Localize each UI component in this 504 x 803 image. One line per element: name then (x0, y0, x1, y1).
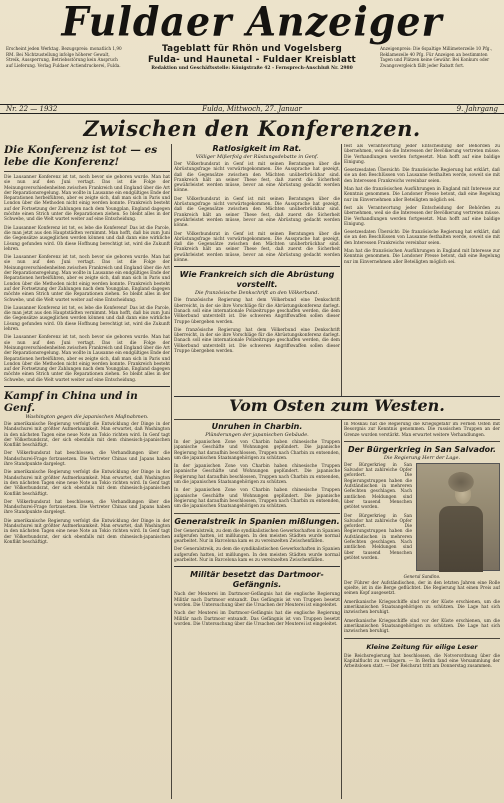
article-text: Der Bürgerkrieg in San Salvador hat zahlreiche Opfer gefordert. Die Regierungstruppen haben die Aufständischen in mehreren Gefechten geschlagen. Nach amtlichen Meldungen sind über tausend Menschen getötet worden. (344, 513, 412, 561)
article-text: In Moskau hat die Regierung die Kriegsgefahr im Fernen Osten mit Besorgnis zur Kenntnis genommen. Die russischen Truppen an der Grenze wurden verstärkt. Man erwartet weitere Verhandlungen. (344, 422, 500, 438)
advertising-info: Anzeigenpreis: Die 6spaltige Millimeterzeile 10 Pfg., Reklamezeile 40 Pfg. Für Anzeigen an bestimmten Tagen und Plätzen keine Gewähr. Bei Konkurs oder Zwangsvergleich fällt jeder Rabatt fort. (380, 46, 493, 68)
article-text: fest als Verantwortung jeder Entscheidung der Behörden zu übernehmen, weil sie die Interessen der Bevölkerung vertreten müsse. Die Verhandlungen werden fortgesetzt. Man hofft auf eine baldige Einigung. (344, 144, 500, 165)
article-headline: Generalstreik in Spanien mißlungen. (174, 516, 340, 526)
article-subheadline: Die französische Denkschrift an den Völkerbund. (194, 290, 320, 297)
article-text: fest als Verantwortung jeder Entscheidung der Behörden zu übernehmen, weil sie die Interessen der Bevölkerung vertreten müsse. Die Verhandlungen werden fortgesetzt. Man hofft auf eine baldige Einigung. (344, 205, 500, 227)
article-text: Der Völkerbundsrat hat beschlossen, die Verhandlungen über die Mandschurei-Frage fortzusetzen. Die Vertreter Chinas und Japans haben ihre Standpunkte dargelegt. (4, 451, 170, 468)
issue-number: Nr. 22 — 1932 (6, 105, 58, 113)
article-text: Die amerikanische Regierung verfolgt die Entwicklung der Dinge in der Mandschurei mit größter Aufmerksamkeit. Man erwartet, daß Washington in den nächsten Tagen eine neue Note an Tokio richten wird. In Genf tagt der Völkerbundsrat, der sich ebenfalls mit dem chinesisch-japanischen Konflikt beschäftigt. (4, 470, 170, 497)
subscription-info: Erscheint jeden Werktag. Bezugspreis: monatlich 1,90 RM. Bei Nichtzustellung infolge höherer Gewalt, Streik, Aussperrung, Betriebsstörung kein Anspruch auf Lieferung. Verlag Fuldaer Actiendruckerei, Fulda. (6, 46, 122, 68)
photo-caption: General Sandino. (403, 573, 441, 579)
article-text: Man hat die französischen Ausführungen in England mit Interesse zur Kenntnis genommen. Die Londoner Presse betont, daß eine Regelung nur im Einvernehmen aller Beteiligten möglich sei. (344, 249, 500, 265)
article-text: Die französische Regierung hat dem Völkerbund eine Denkschrift überreicht, in der sie ihre Vorschläge für die Abrüstungskonferenz darlegt. Danach soll eine internationale Polizeitruppe geschaffen werden, die dem Völkerbund unterstellt ist. Die schweren Angriffswaffen sollen dieser Truppe übergeben werden. (174, 298, 340, 325)
article-text: Der Führer der Aufständischen, der in den letzten Jahren eine Rolle spielte, ist in die Berge geflüchtet. Die Regierung hat einen Preis auf seinen Kopf ausgesetzt. (344, 580, 500, 597)
article-headline: Unruhen in Charbin. (211, 422, 303, 431)
article-text: In der japanischen Zone von Charbin haben chinesische Truppen japanische Geschäfte und Wohnungen geplündert. Die japanische Regierung hat daraufhin beschlossen, Truppen nach Charbin zu entsenden, um die japanischen Staatsangehörigen zu schützen. (174, 464, 340, 486)
article-text: Der Völkerbundsrat in Genf ist mit seinen Beratungen über die Abrüstungsfrage nicht vorwärtsgekommen. Die Aussprache hat gezeigt, daß die Gegensätze zwischen den Mächten unüberbrückbar sind. Frankreich hält an seiner These fest, daß zuerst die Sicherheit gewährleistet werden müsse, bevor an eine Abrüstung gedacht werden könne. (174, 196, 340, 229)
article-headline: Kampf in China und in Genf. (4, 389, 138, 414)
article-text: Die Lausanner Konferenz ist tot, noch bevor sie geboren wurde. Man hat sie nun auf den Juni vertagt. Das ist die Folge der Meinungsverschiedenheiten zwischen Frankreich und England über die Art der Reparationsregelung. Man wollte in Lausanne ein endgültiges Ende der Reparationen herbeiführen, aber es zeigte sich, daß man sich in Paris und London über die Methoden nicht einig werden konnte. Frankreich besteht auf der Fortsetzung der Zahlungen nach dem Youngplan, England dagegen möchte einen Strich unter die Reparationen ziehen. So bleibt alles in der Schwebe, und die Welt wartet weiter auf eine Entscheidung. (4, 335, 170, 383)
article-text: Der Völkerbundsrat in Genf ist mit seinen Beratungen über die Abrüstungsfrage nicht vorwärtsgekommen. Die Aussprache hat gezeigt, daß die Gegensätze zwischen den Mächten unüberbrückbar sind. Frankreich hält an seiner These fest, daß zuerst die Sicherheit gewährleistet werden müsse, bevor an eine Abrüstung gedacht werden könne. (174, 231, 340, 264)
section-banner-headline: Vom Osten zum Westen. (229, 396, 445, 415)
column-rule-2 (341, 144, 342, 799)
volume-year: 9. Jahrgang (456, 105, 498, 113)
article-text: Der Generalstreik, zu dem die syndikalistischen Gewerkschaften in Spanien aufgerufen hatten, ist mißlungen. In den meisten Städten wurde normal gearbeitet. Nur in Barcelona kam es zu vereinzelten Zwischenfällen. (174, 547, 340, 564)
column-1 (4, 144, 170, 799)
article-text: In der japanischen Zone von Charbin haben chinesische Truppen japanische Geschäfte und Wohnungen geplündert. Die japanische Regierung hat daraufhin beschlossen, Truppen nach Charbin zu entsenden, um die japanischen Staatsangehörigen zu schützen. (174, 440, 340, 461)
article-text: Nach der Meuterei im Dartmoor-Gefängnis hat die englische Regierung Militär nach Dartmoor entsandt. Das Gefängnis ist von Truppen besetzt worden. Die Untersuchung über die Ursachen der Meuterei ist eingeleitet. (174, 592, 340, 608)
article-text: Die amerikanische Regierung verfolgt die Entwicklung der Dinge in der Mandschurei mit größter Aufmerksamkeit. Man erwartet, daß Washington in den nächsten Tagen eine neue Note an Tokio richten wird. In Genf tagt der Völkerbundsrat, der sich ebenfalls mit dem chinesisch-japanischen Konflikt beschäftigt. (4, 518, 170, 545)
article-headline: Die Konferenz ist tot — es lebe die Konferenz! (4, 144, 158, 168)
main-banner (0, 116, 504, 142)
article-text: Die Lausanner Konferenz ist tot, es lebe die Konferenz! Das ist die Parole, die man jetzt aus den Hauptstädten vernimmt. Man hofft, daß bis zum Juni die Gegensätze ausgeglichen werden können und daß dann eine wirkliche Lösung gefunden wird. Ob diese Hoffnung berechtigt ist, wird die Zukunft lehren. (4, 305, 170, 333)
portrait-photo (416, 463, 500, 571)
article-text: Der Völkerbundsrat hat beschlossen, die Verhandlungen über die Mandschurei-Frage fortzusetzen. Die Vertreter Chinas und Japans haben ihre Standpunkte dargelegt. (4, 499, 170, 516)
article-text: Der Generalstreik, zu dem die syndikalistischen Gewerkschaften in Spanien aufgerufen hatten, ist mißlungen. In den meisten Städten wurde normal gearbeitet. Nur in Barcelona kam es zu vereinzelten Zwischenfällen. (174, 528, 340, 545)
article-headline: Der Bürgerkrieg in San Salvador. (347, 444, 497, 454)
subhead-center (130, 44, 374, 72)
article-headline: Kleine Zeitung für eilige Leser (366, 642, 478, 651)
article-subheadline: Völliger Mißerfolg der Rüstungsdebatte in Genf. (195, 154, 319, 160)
article-text: Gesetzesdaten Übersicht: Die französische Regierung hat erklärt, daß sie an den Beschlüssen von Lausanne festhalten werde, soweit sie mit den Interessen Frankreichs vereinbar seien. (344, 230, 500, 246)
article-text: Die Lausanner Konferenz ist tot, es lebe die Konferenz! Das ist die Parole, die man jetzt aus den Hauptstädten vernimmt. Man hofft, daß bis zum Juni die Gegensätze ausgeglichen werden können und daß dann eine wirkliche Lösung gefunden wird. Ob diese Hoffnung berechtigt ist, wird die Zukunft lehren. (4, 225, 170, 252)
masthead-title: Fuldaer Anzeiger (61, 0, 443, 46)
column-3-lower (344, 422, 500, 799)
banner-headline: Zwischen den Konferenzen. (83, 116, 421, 141)
article-text: In der japanischen Zone von Charbin haben chinesische Truppen japanische Geschäfte und Wohnungen geplündert. Die japanische Regierung hat daraufhin beschlossen, Truppen nach Charbin zu entsenden, um die japanischen Staatsangehörigen zu schützen. (174, 488, 340, 510)
article-text: Amerikanische Kriegsschiffe sind vor der Küste erschienen, um die amerikanischen Staatsangehörigen zu schützen. Die Lage hat sich inzwischen beruhigt. (344, 599, 500, 616)
article-subheadline: Die Regierung Herr der Lage. (383, 454, 461, 461)
article-subheadline: Washington gegen die japanischen Maßnahmen. (25, 413, 149, 420)
article-text: Die amerikanische Regierung verfolgt die Entwicklung der Dinge in der Mandschurei mit größter Aufmerksamkeit. Man erwartet, daß Washington in den nächsten Tagen eine neue Note an Tokio richten wird. In Genf tagt der Völkerbundsrat, der sich ebenfalls mit dem chinesisch-japanischen Konflikt beschäftigt. (4, 421, 170, 449)
column-rule-1 (171, 144, 172, 799)
article-text: Gesetzesdaten Übersicht: Die französische Regierung hat erklärt, daß sie an den Beschlüssen von Lausanne festhalten werde, soweit sie mit den Interessen Frankreichs vereinbar seien. (344, 168, 500, 184)
section-banner (174, 396, 500, 420)
article-text: Die Reichsregierung hat beschlossen, die Notverordnung über die Kapitalflucht zu verlängern. — In Berlin fand eine Versammlung der Arbeitslosen statt. — Der Reichsrat tritt am Donnerstag zusammen. (344, 653, 500, 670)
article-headline: Ratlosigkeit im Rat. (212, 144, 302, 153)
article-text: Amerikanische Kriegsschiffe sind vor der Küste erschienen, um die amerikanischen Staatsangehörigen zu schützen. Die Lage hat sich inzwischen beruhigt. (344, 618, 500, 635)
column-2-lower (174, 422, 340, 799)
column-3 (344, 144, 500, 394)
article-text: Die Lausanner Konferenz ist tot, noch bevor sie geboren wurde. Man hat sie nun auf den Juni vertagt. Das ist die Folge der Meinungsverschiedenheiten zwischen Frankreich und England über die Art der Reparationsregelung. Man wollte in Lausanne ein endgültiges Ende der Reparationen herbeiführen, aber es zeigte sich, daß man sich in Paris und London über die Methoden nicht einig werden konnte. Frankreich besteht auf der Fortsetzung der Zahlungen nach dem Youngplan, England dagegen möchte einen Strich unter die Reparationen ziehen. So bleibt alles in der Schwebe, und die Welt wartet weiter auf eine Entscheidung. (4, 175, 170, 223)
dateline (0, 104, 504, 114)
issue-date: Fulda, Mittwoch, 27. Januar (202, 105, 302, 113)
article-subheadline: Plünderungen der japanischen Gebäude. (205, 432, 309, 438)
article-text: Die französische Regierung hat dem Völkerbund eine Denkschrift überreicht, in der sie ihre Vorschläge für die Abrüstungskonferenz darlegt. Danach soll eine internationale Polizeitruppe geschaffen werden, die dem Völkerbund unterstellt ist. Die schweren Angriffswaffen sollen dieser Truppe übergeben werden. (174, 327, 340, 355)
tagline-1: Tageblatt für Rhön und Vogelsberg (162, 44, 342, 54)
article-text: Der Völkerbundsrat in Genf ist mit seinen Beratungen über die Abrüstungsfrage nicht vorwärtsgekommen. Die Aussprache hat gezeigt, daß die Gegensätze zwischen den Mächten unüberbrückbar sind. Frankreich hält an seiner These fest, daß zuerst die Sicherheit gewährleistet werden müsse, bevor an eine Abrüstung gedacht werden könne. (174, 162, 340, 194)
tagline-2: Fulda- und Haunetal - Fuldaer Kreisblatt (148, 55, 356, 65)
article-headline: Militär besetzt das Dartmoor-Gefängnis. (190, 570, 324, 590)
article-text: Man hat die französischen Ausführungen in England mit Interesse zur Kenntnis genommen. Die Londoner Presse betont, daß eine Regelung nur im Einvernehmen aller Beteiligten möglich sei. (344, 187, 500, 203)
article-text: Der Bürgerkrieg in San Salvador hat zahlreiche Opfer gefordert. Die Regierungstruppen haben die Aufständischen in mehreren Gefechten geschlagen. Nach amtlichen Meldungen sind über tausend Menschen getötet worden. (344, 462, 412, 511)
tagline-3: Redaktion und Geschäftsstelle: Königstraße 42 - Fernsprech-Anschluß Nr. 2980 (151, 66, 353, 71)
masthead (0, 0, 504, 44)
article-text: Die Lausanner Konferenz ist tot, noch bevor sie geboren wurde. Man hat sie nun auf den Juni vertagt. Das ist die Folge der Meinungsverschiedenheiten zwischen Frankreich und England über die Art der Reparationsregelung. Man wollte in Lausanne ein endgültiges Ende der Reparationen herbeiführen, aber es zeigte sich, daß man sich in Paris und London über die Methoden nicht einig werden konnte. Frankreich besteht auf der Fortsetzung der Zahlungen nach dem Youngplan, England dagegen möchte einen Strich unter die Reparationen ziehen. So bleibt alles in der Schwebe, und die Welt wartet weiter auf eine Entscheidung. (4, 255, 170, 303)
article-headline: Wie Frankreich sich die Abrüstung vorstellt. (179, 270, 335, 290)
article-text: Nach der Meuterei im Dartmoor-Gefängnis hat die englische Regierung Militär nach Dartmoor entsandt. Das Gefängnis ist von Truppen besetzt worden. Die Untersuchung über die Ursachen der Meuterei ist eingeleitet. (174, 611, 340, 627)
subhead (0, 44, 504, 104)
